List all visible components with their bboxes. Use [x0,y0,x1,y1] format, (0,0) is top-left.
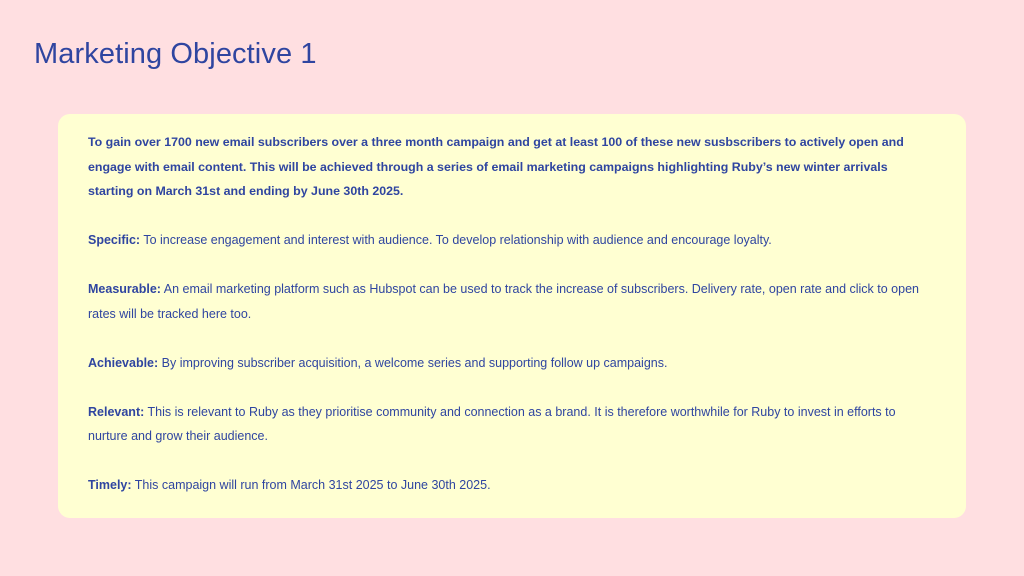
smart-text-achievable: By improving subscriber acquisition, a welcome series and supporting follow up campaigns. [158,355,668,370]
smart-item-achievable [88,351,926,376]
smart-label-achievable: Achievable: [88,355,159,370]
smart-text-relevant: This is relevant to Ruby as they prioritise community and connection as a brand. It is therefore worthwhile for Ruby to invest in efforts to nurture and grow their audience. [88,404,896,443]
smart-item-relevant [88,400,926,449]
smart-label-timely: Timely: [88,478,132,492]
smart-text-measurable: An email marketing platform such as Hubspot can be used to track the increase of subscribers. Delivery rate, open rate and click to open rates will be tracked here too. [88,282,919,321]
smart-item-measurable [88,277,926,326]
slide-title: Marketing Objective 1 [34,38,317,70]
smart-label-relevant: Relevant: [88,404,145,419]
smart-item-timely [88,473,926,498]
smart-item-specific [88,228,926,253]
objective-statement: To gain over 1700 new email subscribers over a three month campaign and get at least 100 of these new susbscribers to actively open and engage with email content. This will be achieved through a series of email marketing campaigns highlighting Ruby’s new winter arrivals starting on March 31st and ending by June 30th 2025. [88,135,904,198]
smart-text-specific: To increase engagement and interest with audience. To develop relationship with audience and encourage loyalty. [140,233,772,247]
smart-label-measurable: Measurable: [88,282,161,296]
objective-card [58,114,966,518]
smart-label-specific: Specific: [88,233,141,247]
smart-text-timely: This campaign will run from March 31st 2025 to June 30th 2025. [131,478,491,492]
